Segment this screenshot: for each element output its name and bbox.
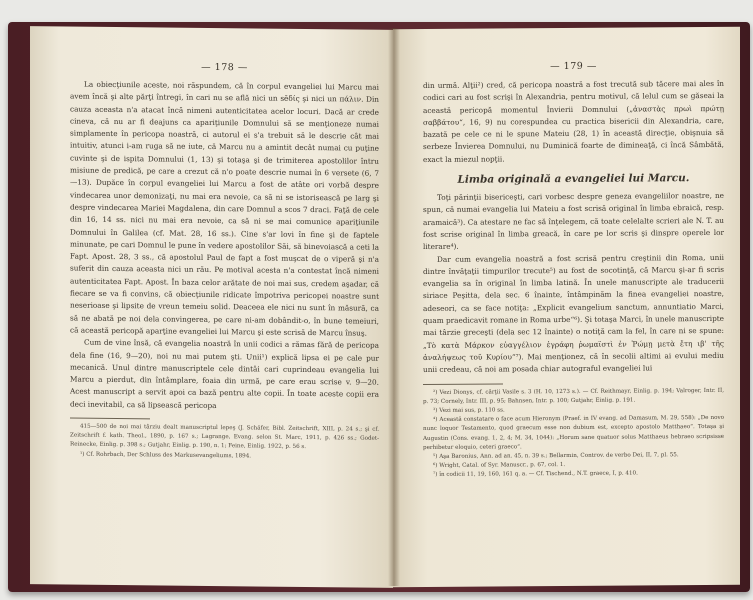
paragraph: Cum de vine însă, că evangelia noastră în unii codici a rămas fără de pericopa dela fine (16, 9—20), noi nu mai putem şti. Unii¹) explică lipsa ei pe cale pur mecanică. Unul dintre manuscriptele cele dintâi cari cuprindeau evangelia lui Marcu a pierdut, din întâmplare, foaia din urmă, pe care erau scrise v. 9—20. Acest manuscript a servit apoi ca bază pentru alte copii. În toate aceste copii era deci inevitabil, ca să lipsească pericopa (70, 337, 379, 410)
book-gutter (388, 28, 400, 586)
footnote: ²) Vezi Dionys, cf. cărţii Vasile s. 3 (H. 10, 1273 s.). — Cf. Reithmayr, Einlig. p. 194; Valroger, Intr. II, p. 73; Cornely, Intr. III, p. 95; Bahnsen, Intr. p. 100; Gutjahr, Einlig. p. 191. (423, 387, 724, 405)
paragraph: La obiecţiunile aceste, noi răspundem, că în corpul evangeliei lui Marcu mai avem încă şi alte părţi întregi, în cari nu se află nici un sĕδίς şi nici un πάλιν. Din cauza aceasta n'a atacat încă nimeni autenticitatea acelor locuri. Dacă ar crede cineva, că nu ar fi deajuns ca apariţiunile Domnului să se menţioneze numai simplamente în pericopa noastră, ci autorul ei s'a trebuit să le descrie cât mai intuitiv, atunci i-am ruga să ne iute, că Marcu nu a amintit decât numai cu puţine cuvinte şi de ispita Domnului (1, 13) şi totaşa şi de trimiterea apostolilor întru misiune de predică, pe care a crezut că n'o poate descrie numai în 6 versete (6, 7—13). Dupăce în corpul evangeliei lui Marcu a fost de atâte ori vorbă despre vindecarea unor demonizaţi, nu mai era nevoie, ca să ni se istorisească pe larg şi despre vindecarea Mariei Magdalena, din care Domnul a scos 7 draci. Faţă de cele din 16, 14 ss. nici nu mai era nevoie, ca să ni se mai comunice apariţiunile Domnului în Galilea (cf. Mat. 28, 16 ss.). Cine s'ar lovi în fine şi de faptele minunate, pe cari Domnul le pune în vedere apostolilor Săi, să binevoiască a ceti la Fapt. Apost. 28, 3 ss., că apostolul Paul de fapt a fost muşcat de o viperă şi n'a suferit din cauza aceasta nici un rău. Pe motival acesta n'a contestat încă nimeni autenticitatea Fapt. Apost. În baza celor arătate de noi mai sus, credem aşadar, că fiecare se va fi convins, că obiecţiunile ridicate împotriva pericopei noastre sunt neserioase şi lipsite de vreun temeiu solid. Deaceea ele nici nu sunt în măsură, ca să ne abată pe noi dela convingerea, pe care ni-am dobândit-o, în bune temeiuri, că această pericopă aparţine evangeliei lui Marcu şi este scrisă de Marcu însuş. (70, 79, 379, 338)
left-page-footnotes (70, 423, 379, 463)
footnote-divider (423, 383, 503, 385)
footnote: 415—500 de noi mai târziu dealt manuscriptul lepeş (J. Schäfer, Bibl. Zeitschrift, XIII, p. 24 s.; şi cf. Zeitschrift f. kath. Theol., 1890, p. 167 s.; Lagrange, Evang. selon St. Marc, 1911, p. 426 ss.; Godet-Reinecke, Einlig. p. 398 s.; Gutjahr, Einlig. p. 190, n. 1; Feine, Einlig. 1922, p. 56 s. (70, 423, 379, 451)
footnote: ⁷) în codicii 11, 19, 160, 161 q. a. — Cf. Tischend., N.T. graece, I, p. 410. (433, 470, 638, 479)
paragraph: Dar cum evangelia noastră a fost scrisă pentru creştinii din Roma, unii dintre învăţaţii timpurilor trecute⁵) au fost de socotinţă, că Marcu şi-ar fi scris evangelia sa în original în limba latină. În unele manuscripte ale traducerii siriace Peşitta, dela sec. 6 înainte, întâmpinăm la finea evangeliei noastre, adeseori, ca se face notiţa: „Explicit evangelium sanctum, annuntiatio Marci, quam praedicavit romane in Roma urbe“⁶). Şi totaşa Marci, în unele manuscripte mai târzie greceşti (dela sec 12 înainte) o notiţă cam la fel, în care ni se spune: „Τὸ κατὰ Μάρκον εὐαγγέλιον ἐγράφη ῥωμαϊστὶ ἐν Ῥώμῃ μετὰ ἔτη ιβ' τῆς ἀναλήψεως τοῦ Κυρίου“⁷). Mai menţionez, că în secolii altimi ai evului mediu unii credeau, că noi am posada chiar autograful evangeliei lui (423, 252, 724, 375)
footnote: ⁵) Aşa Baronius, Ann. ad an. 45, n. 39 s.; Bellarmin, Controv. de verbo Dei, II, 7, pl. 55. (433, 452, 679, 460)
left-page-body (70, 79, 379, 414)
right-page-footnotes (423, 386, 724, 480)
footnote: ⁴) Această constatare o face acum Hieronym (Praef. in IV evang. ad Damasum, M. 29, 558): „De novo nunc loquor Testamento, quod graecum esse non dubium est, excepto apostolo Matthaeo“. Totaşa şi Augustin (Cons. evang. 1, 2, 4; M. 34, 1044): „Horum sane quatuor solus Matthaeus hebraeo scripsisse perhibetur eloquio, ceteri graeco“. (423, 415, 724, 451)
paragraph: Toţi părinţii bisericeşti, cari vorbesc despre geneza evangeliilor noastre, ne spun, că numai evangelia lui Mateiu a fost scrisă original în limba ebraică, resp. aramaică³). Ca atestare ne fac să înţelegem, că toate celelalte scrieri ale N. T. au fost scrise original în limba greacă, în care pe lor scris şi dinspre operele lor literare⁴). (423, 190, 724, 252)
footnote: ⁶) Wright, Catal. of Syr. Manuscr., p. 67, col. 1. (433, 462, 566, 470)
right-page-number: — 179 — (550, 60, 597, 73)
right-page (393, 27, 740, 587)
section-heading: Limba originală a evangeliei lui Marcu. (457, 172, 690, 186)
footnote-divider (70, 418, 150, 420)
paragraph: din urmă. Alţii²) cred, că pericopa noastră a fost trecută sub tăcere mai ales în codici cari au fost scrişi în Alexandria, pentru motivul, că lelul cum se găseai la această pericopă momentul Învierii Domnului („ἀναστὰς πρωὶ πρώτῃ σαββάτου“, 16, 9) nu corespundea cu practica bisericii din Alexandria, care, bazată pe cele ce ni le spune Mateiu (28, 1) în această direcţie, obişnuia să serbeze Învierea Domnului, nu Duminică foarte de dimineaţă, ci încă Sâmbătă, exact la miezul nopţii. (423, 78, 724, 164)
left-page (30, 26, 393, 588)
footnote: ³) Vezi mai sus, p. 110 ss. (433, 407, 505, 414)
right-page-body (423, 78, 724, 377)
footnote: ¹) Cf. Rohrbach, Der Schluss des Markusevangeliums, 1894. (80, 451, 252, 460)
left-page-number: — 178 — (201, 61, 248, 74)
